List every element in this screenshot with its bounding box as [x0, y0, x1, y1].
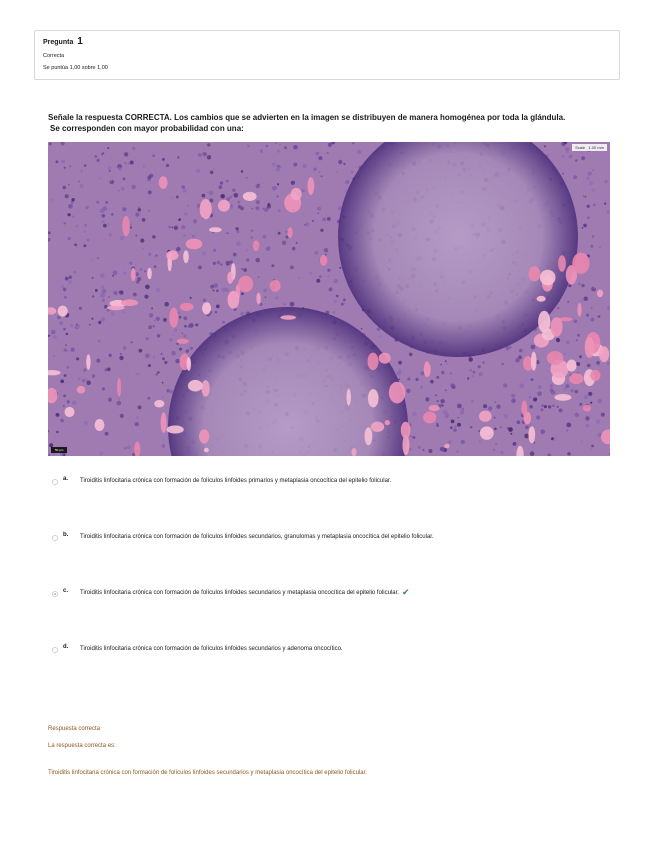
question-text-line1: Señale la respuesta CORRECTA. Los cambios que se advierten en la imagen se distribuyen de manera homogénea por toda la glándula.	[48, 113, 566, 122]
answer-option-c[interactable]	[52, 586, 612, 598]
scale-bar: 50 µm	[51, 447, 67, 453]
radio-icon[interactable]	[52, 479, 58, 485]
answer-option-a[interactable]	[52, 477, 612, 486]
radio-icon[interactable]	[52, 647, 58, 653]
answer-letter: c.	[63, 588, 69, 594]
answer-letter: d.	[63, 644, 69, 650]
answer-text: Tiroiditis linfocitaria crónica con formación de folículos linfoides primarios y metaplasia oncocítica del epitelio folicular.	[80, 478, 392, 484]
check-icon: ✔	[401, 586, 410, 597]
scale-readout	[572, 144, 607, 151]
question-number: 1	[77, 36, 83, 47]
question-text-line2: Se corresponden con mayor probabilidad con una:	[50, 124, 244, 133]
answer-text: Tiroiditis linfocitaria crónica con formación de folículos linfoides secundarios y adenoma oncocítico.	[80, 646, 343, 652]
answer-text: Tiroiditis linfocitaria crónica con formación de folículos linfoides secundarios, granulomas y metaplasia oncocítica del epitelio folicular.	[80, 534, 434, 540]
radio-icon[interactable]	[52, 535, 58, 541]
answer-letter: b.	[63, 532, 69, 538]
question-state: Correcta	[43, 53, 65, 59]
answer-option-d[interactable]	[52, 645, 612, 654]
scale-value: 1.00 mm	[588, 145, 604, 150]
answer-option-b[interactable]	[52, 533, 612, 542]
question-info-box	[34, 30, 620, 80]
histology-image-graphic	[48, 142, 610, 456]
answer-letter: a.	[63, 476, 69, 482]
radio-icon[interactable]	[52, 591, 58, 597]
histology-image	[48, 142, 610, 456]
feedback-title: Respuesta correcta	[48, 726, 101, 732]
question-title	[43, 37, 611, 48]
scale-label: Scale	[575, 145, 586, 150]
question-grade: Se puntúa 1,00 sobre 1,00	[43, 65, 108, 71]
answer-text: Tiroiditis linfocitaria crónica con formación de folículos linfoides secundarios y metaplasia oncocítica del epitelio folicular.	[80, 590, 399, 596]
question-label: Pregunta	[43, 39, 74, 46]
feedback-answer: Tiroiditis linfocitaria crónica con formación de folículos linfoides secundarios y metaplasia oncocítica del epitelio folicular.	[48, 770, 367, 776]
question-text	[48, 112, 618, 134]
feedback-intro: La respuesta correcta es:	[48, 743, 116, 749]
